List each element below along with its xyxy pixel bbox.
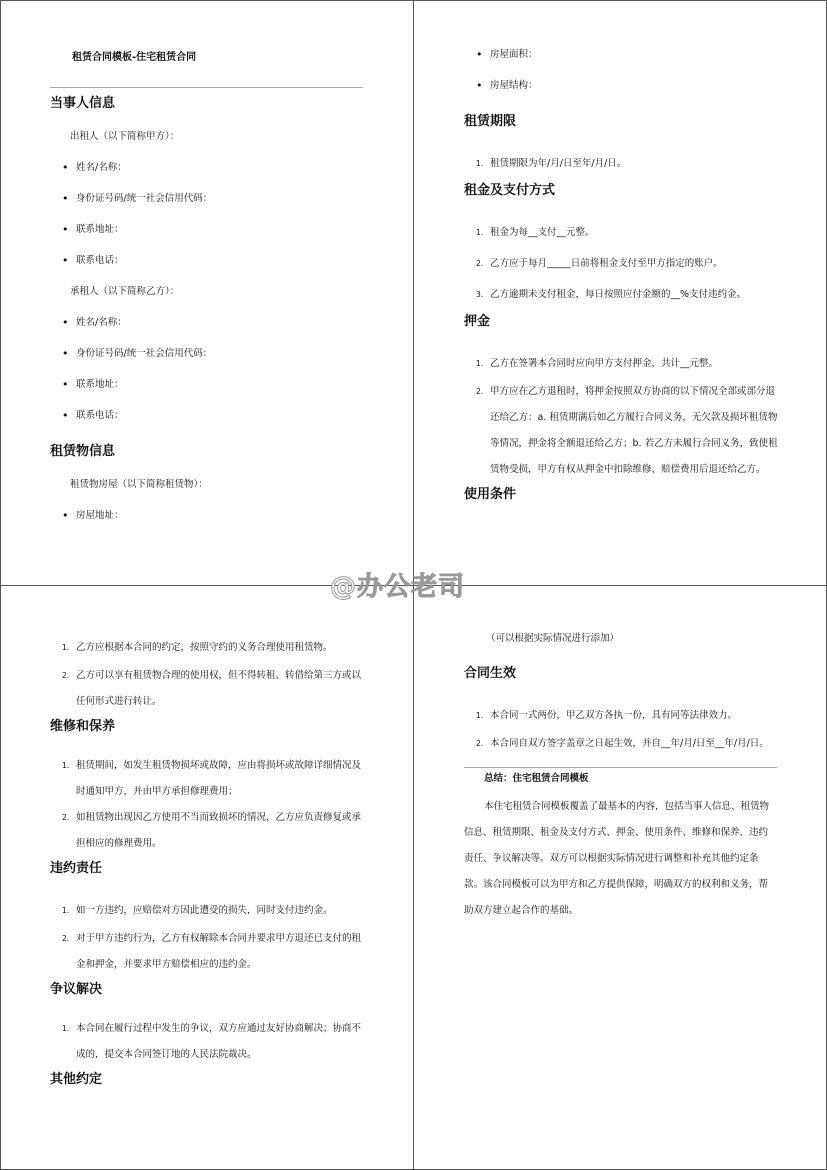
- list-item: • 身份证号码/统一社会信用代码：: [50, 192, 370, 223]
- rent-list: [464, 217, 784, 310]
- page-panel-1: [50, 48, 370, 540]
- page-panel-3: [50, 632, 370, 1106]
- list-item: 2. 甲方应在乙方退租时，将押金按照双方协商的以下情况全部或部分退还给乙方：a. 租赁期满后如乙方履行合同义务，无欠款及损坏租赁物等情况，押金将全额退还给乙方；b. 若乙方未履行合同义务，致使租赁物受损，甲方有权从押金中扣除维修、赔偿费用后退还给乙方。: [476, 386, 778, 475]
- summary-body: 本住宅租赁合同模板覆盖了最基本的内容，包括当事人信息、租赁物信息、租赁期限、租金及支付方式、押金、使用条件、维修和保养、违约责任、争议解决等。双方可以根据实际情况进行调整和补充其他约定条款。该合同模板可以为甲方和乙方提供保障，明确双方的权利和义务，帮助双方建立起合作的基础。: [464, 801, 770, 916]
- lessor-list: [50, 161, 370, 285]
- watermark: @办公老司: [330, 572, 466, 602]
- document-title: 租赁合同模板-住宅租赁合同: [72, 52, 197, 63]
- list-item: 1. 租赁期间，如发生租赁物损坏或故障，应由将损坏或故障详细情况及时通知甲方，并由甲方承担修理费用；: [62, 760, 362, 797]
- list-item: • 身份证号码/统一社会信用代码：: [50, 347, 370, 378]
- list-item: • 房屋结构：: [464, 79, 784, 110]
- list-item: • 联系地址：: [50, 223, 370, 254]
- section-heading-repair: 维修和保养: [50, 719, 116, 734]
- use-list: [50, 632, 370, 715]
- page-panel-4: [464, 632, 784, 924]
- list-item: • 姓名/名称：: [50, 316, 370, 347]
- deposit-list: [464, 348, 784, 483]
- list-item: • 姓名/名称：: [50, 161, 370, 192]
- list-item: • 联系电话：: [50, 254, 370, 285]
- list-item: 1. 本合同在履行过程中发生的争议，双方应通过友好协商解决；协商不成的，提交本合同签订地的人民法院裁决。: [62, 1023, 362, 1060]
- breach-list: [50, 895, 370, 978]
- list-item: 2. 乙方可以享有租赁物合理的使用权，但不得转租、转借给第三方或以任何形式进行转让。: [62, 670, 362, 707]
- lessee-intro: 承租人（以下简称乙方）：: [70, 286, 180, 297]
- page-panel-2: [464, 48, 784, 521]
- section-heading-other: 其他约定: [50, 1072, 103, 1087]
- list-item: • 联系电话：: [50, 409, 370, 440]
- other-note: （可以根据实际情况进行添加）: [486, 633, 620, 644]
- section-heading-dispute: 争议解决: [50, 982, 103, 997]
- section-heading-breach: 违约责任: [50, 861, 103, 876]
- list-item: 1. 本合同一式两份，甲乙双方各执一份，具有同等法律效力。: [476, 710, 738, 721]
- list-item: • 房屋地址：: [50, 509, 370, 540]
- list-item: • 联系地址：: [50, 378, 370, 409]
- lessee-list: [50, 316, 370, 440]
- section-heading-parties: 当事人信息: [50, 96, 116, 111]
- list-item: 1. 乙方在签署本合同时应向甲方支付押金，共计__元整。: [476, 358, 719, 369]
- list-item: 1. 租赁期限为年/月/日至年/月/日。: [476, 158, 627, 169]
- section-heading-property: 租赁物信息: [50, 444, 116, 459]
- list-item: 1. 乙方应根据本合同的约定，按照守约的义务合理使用租赁物。: [62, 642, 333, 653]
- summary-rule: [464, 767, 777, 768]
- dispute-list: [50, 1016, 370, 1068]
- section-heading-rent: 租金及支付方式: [464, 183, 556, 198]
- section-heading-effect: 合同生效: [464, 666, 517, 681]
- list-item: • 房屋面积：: [464, 48, 784, 79]
- effect-list: [464, 700, 784, 757]
- list-item: 2. 乙方应于每月_____日前将租金支付至甲方指定的账户。: [476, 258, 723, 269]
- list-item: 3. 乙方逾期未支付租金，每日按照应付金额的__%支付违约金。: [476, 289, 747, 300]
- list-item: 1. 租金为每__支付__元整。: [476, 227, 595, 238]
- section-heading-term: 租赁期限: [464, 114, 517, 129]
- lessor-intro: 出租人（以下简称甲方）：: [70, 131, 180, 142]
- list-item: 2. 本合同自双方签字盖章之日起生效，并自__年/月/日至__年/月/日。: [476, 738, 769, 749]
- summary-title: 总结：住宅租赁合同模板: [484, 773, 589, 784]
- list-item: 2. 如租赁物出现因乙方使用不当而致损坏的情况，乙方应负责修复或承担相应的修理费用。: [62, 812, 362, 849]
- repair-list: [50, 753, 370, 857]
- title-rule: [50, 87, 363, 88]
- list-item: 1. 如一方违约，应赔偿对方因此遭受的损失，同时支付违约金。: [62, 905, 333, 916]
- property-list: [50, 509, 370, 540]
- section-heading-use: 使用条件: [464, 487, 517, 502]
- property-list-continued: [464, 48, 784, 110]
- property-intro: 租赁物房屋（以下简称租赁物）：: [70, 479, 208, 490]
- list-item: 2. 对于甲方违约行为，乙方有权解除本合同并要求甲方退还已支付的租金和押金，并要求甲方赔偿相应的违约金。: [62, 933, 362, 970]
- term-list: [464, 148, 784, 179]
- section-heading-deposit: 押金: [464, 314, 491, 329]
